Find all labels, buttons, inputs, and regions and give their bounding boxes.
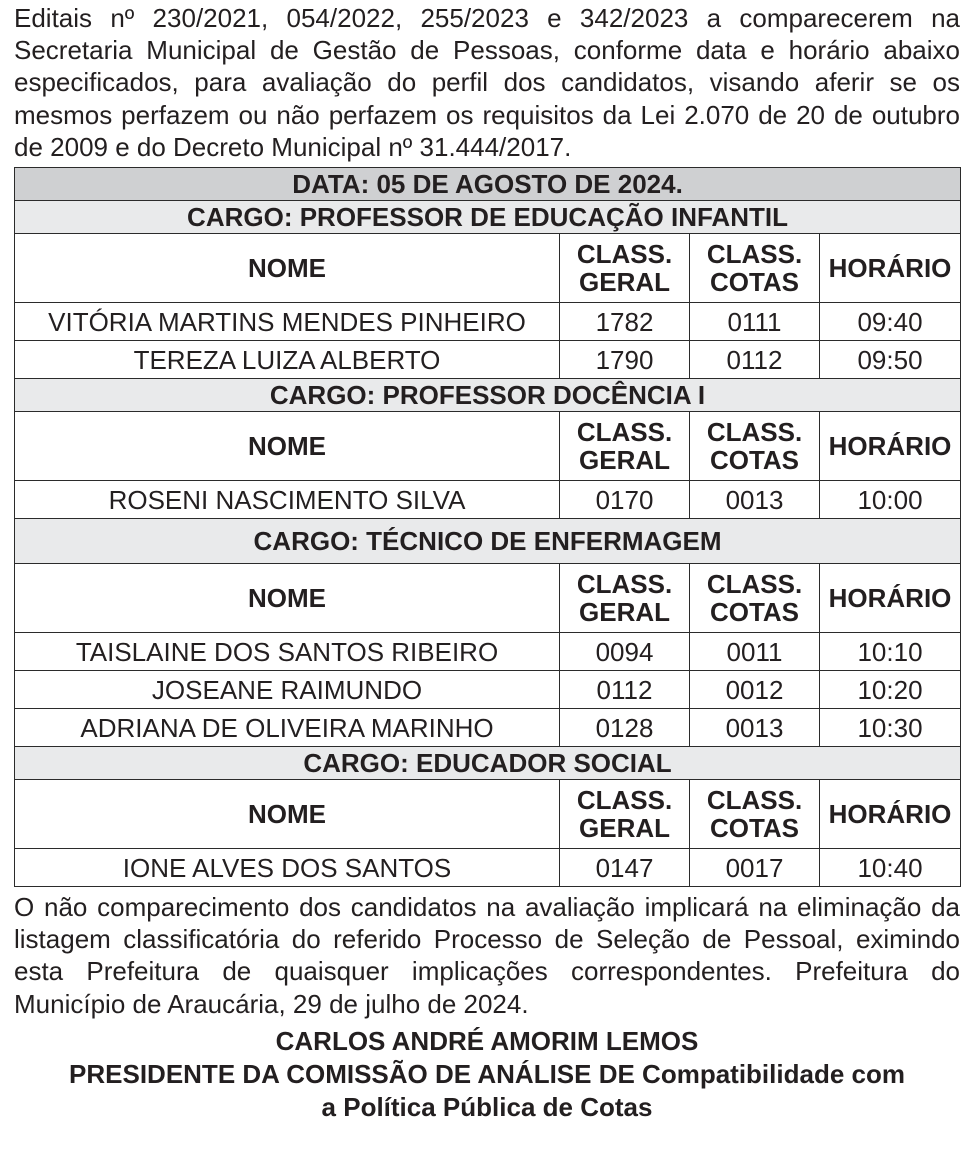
header-class-geral-line2: GERAL [579, 445, 670, 476]
header-horario: HORÁRIO [820, 412, 961, 481]
document-page [14, 2, 960, 1124]
candidate-name: IONE ALVES DOS SANTOS [15, 849, 560, 887]
date-row [15, 168, 961, 201]
signatory-name: CARLOS ANDRÉ AMORIM LEMOS [275, 1025, 699, 1056]
candidate-name: TAISLAINE DOS SANTOS RIBEIRO [15, 633, 560, 671]
class-cotas-value: 0013 [690, 481, 820, 519]
header-class-cotas-line1: CLASS. [706, 569, 803, 600]
candidates-table [14, 167, 961, 887]
header-class-cotas-line2: COTAS [709, 597, 800, 628]
column-header-row [15, 412, 961, 481]
header-horario: HORÁRIO [820, 234, 961, 303]
header-class-geral-line1: CLASS. [576, 239, 673, 270]
header-class-cotas [690, 564, 820, 633]
horario-value: 10:20 [820, 671, 961, 709]
class-geral-value: 0112 [560, 671, 690, 709]
candidate-name: ADRIANA DE OLIVEIRA MARINHO [15, 709, 560, 747]
table-row [15, 341, 961, 379]
horario-value: 09:40 [820, 303, 961, 341]
class-cotas-value: 0112 [690, 341, 820, 379]
cargo-row [15, 201, 961, 234]
header-class-cotas-line1: CLASS. [706, 417, 803, 448]
cargo-title: CARGO: PROFESSOR DOCÊNCIA I [15, 379, 961, 412]
date-label: DATA: 05 DE AGOSTO DE 2024. [15, 168, 961, 201]
header-nome: NOME [15, 780, 560, 849]
cargo-title: CARGO: EDUCADOR SOCIAL [15, 747, 961, 780]
header-nome: NOME [15, 412, 560, 481]
candidate-name: JOSEANE RAIMUNDO [15, 671, 560, 709]
table-row [15, 633, 961, 671]
column-header-row [15, 780, 961, 849]
cargo-row [15, 519, 961, 564]
header-nome: NOME [15, 234, 560, 303]
header-class-cotas-line1: CLASS. [706, 239, 803, 270]
header-class-cotas [690, 412, 820, 481]
candidate-name: TEREZA LUIZA ALBERTO [15, 341, 560, 379]
class-geral-value: 0094 [560, 633, 690, 671]
column-header-row [15, 234, 961, 303]
column-header-row [15, 564, 961, 633]
table-row [15, 481, 961, 519]
header-class-cotas-line2: COTAS [709, 445, 800, 476]
header-class-geral [560, 412, 690, 481]
header-class-geral-line2: GERAL [579, 267, 670, 298]
candidates-table-body [15, 168, 961, 887]
header-class-geral-line1: CLASS. [576, 785, 673, 816]
header-class-geral [560, 234, 690, 303]
class-geral-value: 0147 [560, 849, 690, 887]
header-horario: HORÁRIO [820, 780, 961, 849]
horario-value: 10:00 [820, 481, 961, 519]
class-geral-value: 0170 [560, 481, 690, 519]
cargo-row [15, 747, 961, 780]
header-class-geral-line2: GERAL [579, 597, 670, 628]
header-nome: NOME [15, 564, 560, 633]
class-cotas-value: 0012 [690, 671, 820, 709]
horario-value: 10:40 [820, 849, 961, 887]
header-class-cotas-line2: COTAS [709, 267, 800, 298]
class-cotas-value: 0013 [690, 709, 820, 747]
table-row [15, 849, 961, 887]
table-row [15, 303, 961, 341]
intro-paragraph: Editais nº 230/2021, 054/2022, 255/2023 e 342/2023 a comparecerem na Secretaria Municipal de Gestão de Pessoas, conforme data e horário abaixo especificados, para avaliação do perfil dos candidatos, visando aferir se os mesmos perfazem ou não perfazem os requisitos da Lei 2.070 de 20 de outubro de 2009 e do Decreto Municipal nº 31.444/2017. [14, 3, 960, 162]
header-horario: HORÁRIO [820, 564, 961, 633]
header-class-cotas-line1: CLASS. [706, 785, 803, 816]
signature-block [14, 1025, 960, 1124]
horario-value: 10:30 [820, 709, 961, 747]
cargo-row [15, 379, 961, 412]
candidate-name: ROSENI NASCIMENTO SILVA [15, 481, 560, 519]
cargo-title: CARGO: PROFESSOR DE EDUCAÇÃO INFANTIL [15, 201, 961, 234]
class-cotas-value: 0011 [690, 633, 820, 671]
header-class-geral-line1: CLASS. [576, 417, 673, 448]
header-class-cotas [690, 780, 820, 849]
header-class-geral [560, 564, 690, 633]
table-row [15, 709, 961, 747]
class-geral-value: 0128 [560, 709, 690, 747]
closing-paragraph: O não comparecimento dos candidatos na avaliação implicará na eliminação da listagem classificatória do referido Processo de Seleção de Pessoal, eximindo esta Prefeitura de quaisquer implicações correspondentes. Prefeitura do Município de Araucária, 29 de julho de 2024. [14, 892, 960, 1019]
class-geral-value: 1790 [560, 341, 690, 379]
header-class-geral-line1: CLASS. [576, 569, 673, 600]
table-row [15, 671, 961, 709]
class-cotas-value: 0111 [690, 303, 820, 341]
signatory-role-line-1: PRESIDENTE DA COMISSÃO DE ANÁLISE DE Compatibilidade com [69, 1058, 905, 1089]
header-class-geral-line2: GERAL [579, 813, 670, 844]
horario-value: 09:50 [820, 341, 961, 379]
signatory-role-line-2: a Política Pública de Cotas [321, 1091, 653, 1122]
cargo-title: CARGO: TÉCNICO DE ENFERMAGEM [15, 519, 961, 564]
horario-value: 10:10 [820, 633, 961, 671]
header-class-cotas-line2: COTAS [709, 813, 800, 844]
class-geral-value: 1782 [560, 303, 690, 341]
header-class-geral [560, 780, 690, 849]
candidate-name: VITÓRIA MARTINS MENDES PINHEIRO [15, 303, 560, 341]
class-cotas-value: 0017 [690, 849, 820, 887]
header-class-cotas [690, 234, 820, 303]
